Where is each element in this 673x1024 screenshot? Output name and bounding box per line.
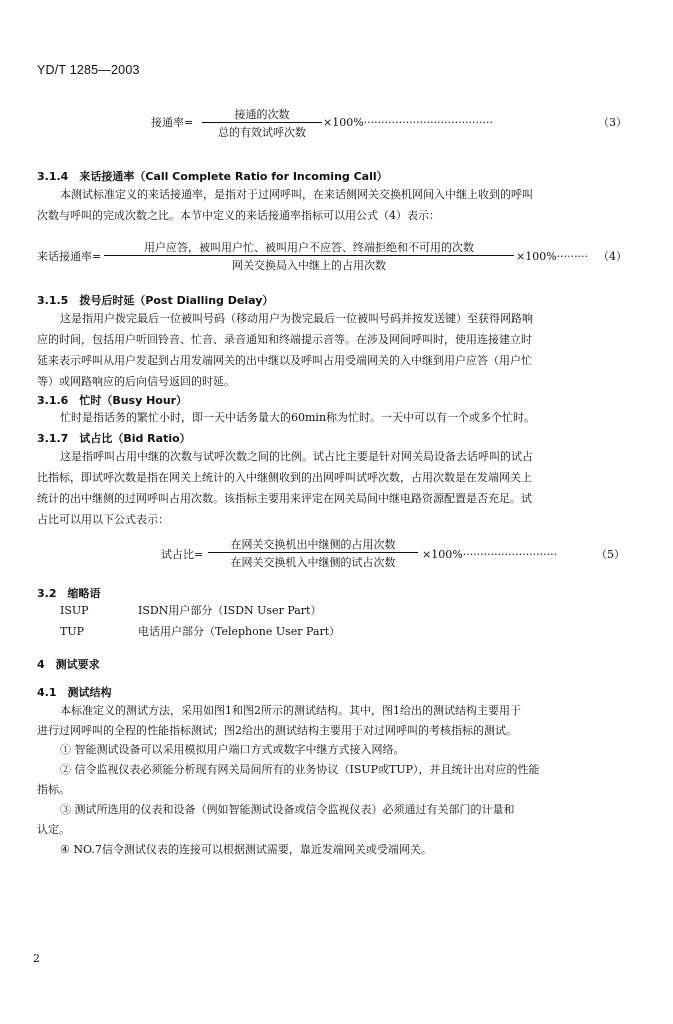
section-3-1-4-line: 本测试标准定义的来话接通率，是指对于过网呼叫，在来话侧网关交换机网间入中继上收到的呼叫	[60, 188, 533, 201]
section-3-1-7-line: 这是指呼叫占用中继的次数与试呼次数之间的比例。试占比主要是针对网关局设备去话呼叫的试占	[60, 450, 533, 463]
section-4-heading: 4 测试要求	[37, 658, 100, 671]
section-4-1-line: 本标准定义的测试方法，采用如图1和图2所示的测试结构。其中，图1给出的测试结构主要用于	[60, 704, 521, 717]
section-3-1-5-line: 应的时间，包括用户听回铃音、忙音、录音通知和终端提示音等。在涉及网间呼叫时，使用连接建立时	[37, 333, 532, 346]
section-3-1-5-line: 这是指用户拨完最后一位被叫号码（移动用户为拨完最后一位被叫号码并按发送键）至获得网路响	[60, 312, 533, 325]
formula-4-tail: ×100%·········	[516, 250, 589, 263]
section-3-1-6-line: 忙时是指话务的繁忙小时，即一天中话务量大的60min称为忙时。一天中可以有一个或多个忙时。	[60, 411, 536, 424]
section-3-1-5-line: 延来表示呼叫从用户发起到占用发端网关的出中继以及呼叫占用受端网关的入中继到用户应答（用户忙	[37, 354, 532, 367]
section-4-1-line: 认定。	[37, 823, 70, 836]
section-4-1-line: 指标。	[37, 783, 70, 796]
abbr-definition: 电话用户部分（Telephone User Part）	[138, 625, 341, 638]
section-3-1-5-heading: 3.1.5 拨号后时延（Post Dialling Delay）	[37, 294, 274, 307]
formula-3-bar	[202, 122, 322, 123]
section-3-1-4-line: 次数与呼叫的完成次数之比。本节中定义的来话接通率指标可以用公式（4）表示：	[37, 209, 440, 222]
formula-4-fraction	[104, 239, 514, 271]
abbr-term: TUP	[60, 625, 85, 638]
formula-4-lhs: 来话接通率=	[37, 250, 102, 263]
section-3-1-4-heading: 3.1.4 来话接通率（Call Complete Ratio for Incoming Call）	[37, 170, 388, 183]
formula-5-bar	[208, 552, 418, 553]
formula-3-fraction	[202, 106, 322, 139]
formula-5-tail: ×100%···························	[422, 548, 558, 561]
formula-3-lhs: 接通率=	[151, 116, 194, 129]
abbr-definition: ISDN用户部分（ISDN User Part）	[138, 604, 322, 617]
formula-3-tail: ×100%·····································	[323, 116, 494, 129]
section-3-1-6-heading: 3.1.6 忙时（Busy Hour）	[37, 394, 188, 407]
formula-4-numerator: 用户应答，被叫用户忙、被叫用户不应答、终端拒绝和不可用的次数	[144, 241, 474, 254]
formula-3-denominator: 总的有效试呼次数	[218, 126, 306, 139]
section-3-2-heading: 3.2 缩略语	[37, 587, 101, 600]
section-4-1-item: ③ 测试所选用的仪表和设备（例如智能测试设备或信令监视仪表）必须通过有关部门的计量和	[60, 803, 515, 816]
section-3-1-7-line: 比指标，即试呼次数是指在网关上统计的入中继侧收到的出网呼叫试呼次数，占用次数是在发端网关上	[37, 471, 532, 484]
section-4-1-item: ② 信令监视仪表必须能分析现有网关局间所有的业务协议（ISUP或TUP），并且统计出对应的性能	[60, 763, 540, 776]
formula-5-denominator: 在网关交换机入中继侧的试占次数	[230, 556, 396, 569]
section-4-1-item: ① 智能测试设备可以采用模拟用户端口方式或数字中继方式接入网络。	[60, 743, 405, 756]
standard-code: YD/T 1285—2003	[37, 63, 140, 77]
section-3-1-7-line: 占比可以用以下公式表示：	[37, 513, 169, 526]
formula-4-bar	[104, 255, 514, 256]
formula-3-numerator: 接通的次数	[234, 108, 290, 121]
page-number: 2	[33, 952, 40, 965]
section-4-1-heading: 4.1 测试结构	[37, 686, 112, 699]
formula-3-number: （3）	[598, 116, 627, 129]
formula-5-numerator: 在网关交换机出中继侧的占用次数	[230, 538, 396, 551]
section-3-1-5-line: 等）或网路响应的后向信号返回的时延。	[37, 375, 235, 388]
abbr-term: ISUP	[60, 604, 89, 617]
formula-5-lhs: 试占比=	[161, 548, 204, 561]
section-3-1-7-line: 统计的出中继侧的过网呼叫占用次数。该指标主要用来评定在网关局间中继电路资源配置是否充足。试	[37, 492, 532, 505]
formula-5-number: （5）	[596, 548, 625, 561]
formula-4-denominator: 网关交换局入中继上的占用次数	[232, 259, 386, 272]
formula-4-number: （4）	[598, 250, 627, 263]
section-4-1-line: 进行过网呼叫的全程的性能指标测试；图2给出的测试结构主要用于对过网呼叫的考核指标的测试。	[37, 724, 517, 737]
section-3-1-7-heading: 3.1.7 试占比（Bid Ratio）	[37, 432, 191, 445]
section-4-1-item: ④ NO.7信令测试仪表的连接可以根据测试需要，靠近发端网关或受端网关。	[60, 843, 432, 856]
formula-5-fraction	[208, 536, 418, 568]
